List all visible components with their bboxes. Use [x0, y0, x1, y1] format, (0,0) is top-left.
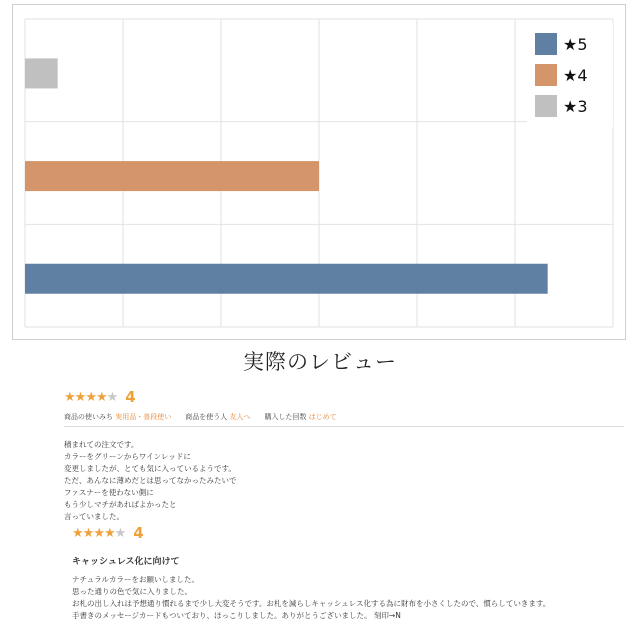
bar-3 — [25, 264, 548, 294]
star-filled-icon: ★ — [85, 389, 96, 405]
review-heading: キャッシュレス化に向けて — [72, 557, 180, 567]
review-card-2 — [64, 524, 624, 622]
review-body: 積まれての注文です。 カラーをグリーンからワインレッドに 変更しましたが、とても気に入っているようです。 ただ、あんなに薄めだとは思ってなかったみたいで ファスナーを使わない側に もう少しマチがあればよかったと 言っていました。 — [64, 440, 237, 521]
review-body: ナチュラルカラーをお願いしました。 思った通りの色で気に入りました。 お札の出し入れは予想通り慣れるまで少し大変そうです。お札を減らしキャッシュレス化する為に財布を小さくしたので、慣らしていきます。 手書きのメッセージカードもついており、ほっこりしました。ありがとうございました。 刻印→N — [72, 575, 551, 620]
legend-label: ★4 — [563, 66, 588, 85]
rating-stars — [64, 390, 117, 405]
meta-item-user: 商品を使う人 友人へ — [185, 413, 251, 421]
bar-1 — [25, 58, 58, 88]
divider — [64, 426, 624, 427]
review-card-1 — [64, 388, 624, 523]
star-filled-icon: ★ — [64, 389, 75, 405]
star-filled-icon: ★ — [95, 389, 107, 405]
legend-swatch — [535, 95, 557, 117]
star-filled-icon: ★ — [93, 525, 104, 541]
legend-swatch — [535, 64, 557, 86]
rating-value: 4 — [133, 524, 144, 542]
meta-item-purchase-count: 購入した回数 はじめて — [264, 413, 337, 421]
page-title: 実際のレビュー — [243, 350, 397, 374]
meta-item-usage: 商品の使いみち 実用品・普段使い — [64, 413, 172, 421]
bar-chart — [13, 5, 627, 341]
rating-value: 4 — [125, 388, 136, 406]
star-empty-icon: ★ — [114, 525, 126, 541]
legend-swatch — [535, 33, 557, 55]
star-filled-icon: ★ — [103, 525, 115, 541]
legend-label: ★5 — [563, 35, 588, 54]
star-filled-icon: ★ — [74, 389, 86, 405]
review-meta — [64, 412, 624, 422]
rating-stars — [72, 526, 125, 541]
star-filled-icon: ★ — [72, 525, 83, 541]
star-filled-icon: ★ — [82, 525, 94, 541]
chart-panel — [12, 4, 626, 340]
star-empty-icon: ★ — [106, 389, 118, 405]
bar-2 — [25, 161, 319, 191]
legend-label: ★3 — [563, 97, 588, 116]
